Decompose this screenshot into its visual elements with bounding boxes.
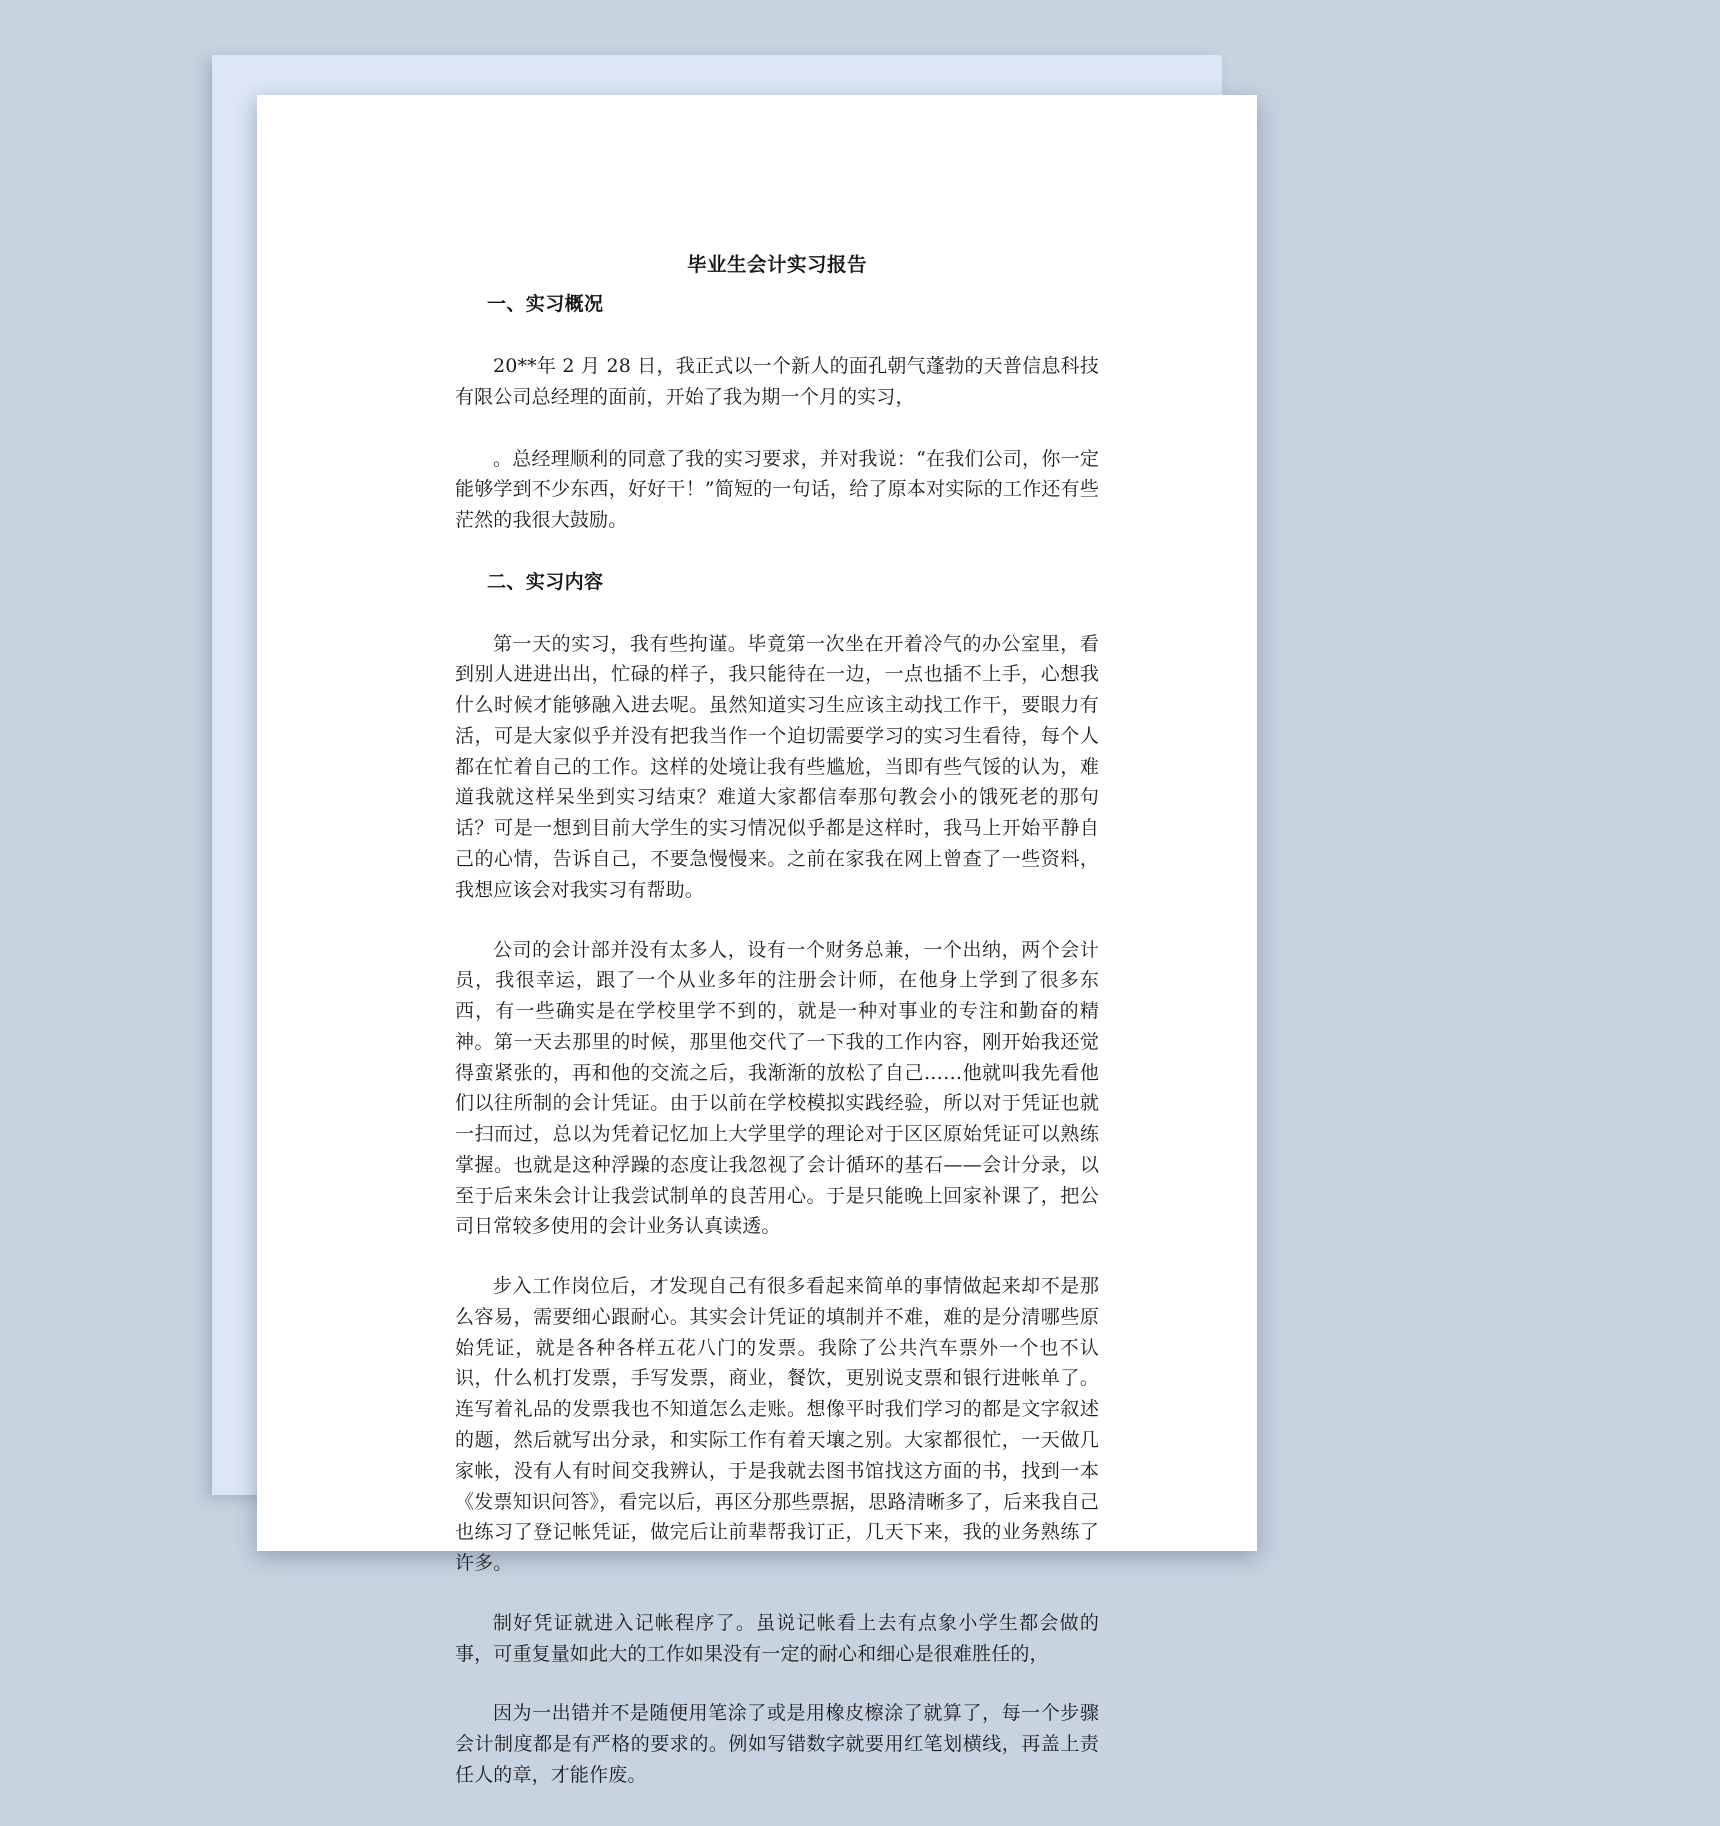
spacer bbox=[455, 1579, 1099, 1608]
spacer bbox=[455, 1669, 1099, 1698]
section-heading-two: 二、实习内容 bbox=[487, 570, 604, 593]
paragraph-intro-date: 20**年 2 月 28 日，我正式以一个新人的面孔朝气蓬勃的天普信息科技有限公司总经理的面前，开始了我为期一个月的实习， bbox=[455, 355, 1099, 408]
paragraph-error-correction: 因为一出错并不是随便用笔涂了或是用橡皮檫涂了就算了，每一个步骤会计制度都是有严格的要求的。例如写错数字就要用红笔划横线，再盖上责任人的章，才能作废。 bbox=[455, 1702, 1099, 1786]
spacer bbox=[455, 598, 1099, 629]
document-page bbox=[257, 95, 1257, 1786]
spacer bbox=[455, 320, 1099, 351]
spacer bbox=[455, 536, 1099, 567]
section-heading-one: 一、实习概况 bbox=[487, 293, 604, 316]
spacer bbox=[455, 906, 1099, 935]
spacer bbox=[455, 1242, 1099, 1271]
paragraph-accounting-department: 公司的会计部并没有太多人，设有一个财务总兼，一个出纳，两个会计员，我很幸运，跟了一个从业多年的注册会计师，在他身上学到了很多东西，有一些确实是在学校里学不到的，就是一种对事业的专注和勤奋的精神。第一天去那里的时候，那里他交代了一下我的工作内容，刚开始我还觉得蛮紧张的，再和他的交流之后，我渐渐的放松了自己……他就叫我先看他们以往所制的会计凭证。由于以前在学校模拟实践经验，所以对于凭证也就一扫而过，总以为凭着记忆加上大学里学的理论对于区区原始凭证可以熟练掌握。也就是这种浮躁的态度让我忽视了会计循环的基石——会计分录，以至于后来朱会计让我尝试制单的良苦用心。于是只能晚上回家补课了，把公司日常较多使用的会计业务认真读透。 bbox=[455, 938, 1099, 1238]
page-title: 毕业生会计实习报告 bbox=[686, 253, 867, 276]
page-content-area bbox=[455, 250, 1099, 1791]
paragraph-bookkeeping: 制好凭证就进入记帐程序了。虽说记帐看上去有点象小学生都会做的事，可重复量如此大的工作如果没有一定的耐心和细心是很难胜任的， bbox=[455, 1611, 1099, 1665]
paragraph-manager-quote: 。总经理顺利的同意了我的实习要求，并对我说：“在我们公司，你一定能够学到不少东西，好好干！”简短的一句话，给了原本对实际的工作还有些茫然的我很大鼓励。 bbox=[455, 447, 1099, 532]
spacer bbox=[455, 413, 1099, 444]
paragraph-first-day: 第一天的实习，我有些拘谨。毕竟第一次坐在开着冷气的办公室里，看到别人进进出出，忙碌的样子，我只能待在一边，一点也插不上手，心想我什么时候才能够融入进去呢。虽然知道实习生应该主动找工作干，要眼力有活，可是大家似乎并没有把我当作一个迫切需要学习的实习生看待，每个人都在忙着自己的工作。这样的处境让我有些尴尬，当即有些气馁的认为，难道我就这样呆坐到实习结束？难道大家都信奉那句教会小的饿死老的那句话？可是一想到目前大学生的实习情况似乎都是这样时，我马上开始平静自己的心情，告诉自己，不要急慢慢来。之前在家我在网上曾查了一些资料，我想应该会对我实习有帮助。 bbox=[455, 632, 1099, 901]
paragraph-work-post: 步入工作岗位后，才发现自己有很多看起来简单的事情做起来却不是那么容易，需要细心跟耐心。其实会计凭证的填制并不难，难的是分清哪些原始凭证，就是各种各样五花八门的发票。我除了公共汽车票外一个也不认识，什么机打发票，手写发票，商业，餐饮，更别说支票和银行进帐单了。连写着礼品的发票我也不知道怎么走账。想像平时我们学习的都是文字叙述的题，然后就写出分录，和实际工作有着天壤之别。大家都很忙，一天做几家帐，没有人有时间交我辨认，于是我就去图书馆找这方面的书，找到一本《发票知识问答》，看完以后，再区分那些票据，思路清晰多了，后来我自己也练习了登记帐凭证，做完后让前辈帮我订正，几天下来，我的业务熟练了许多。 bbox=[455, 1275, 1099, 1575]
